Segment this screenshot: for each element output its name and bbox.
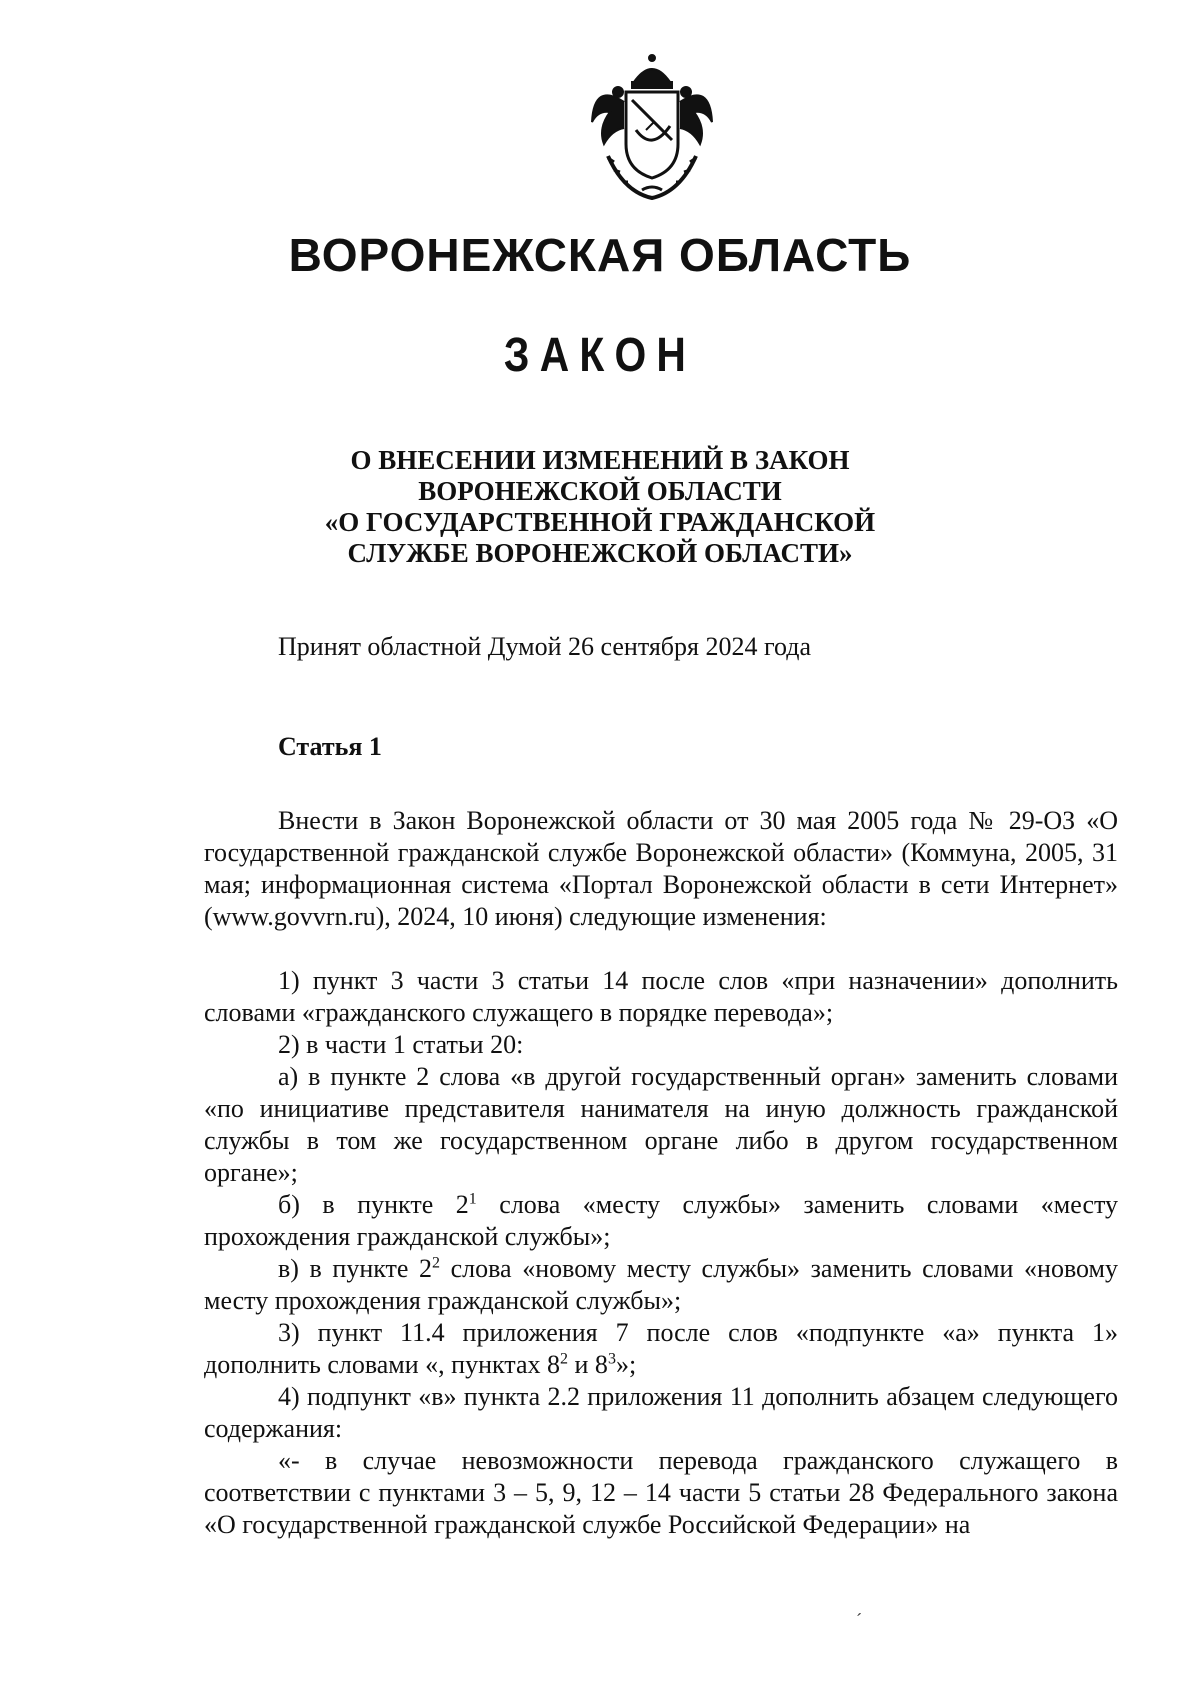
item-2b — [204, 1189, 1118, 1253]
item-4-quote: «- в случае невозможности перевода гражданского служащего в соответствии с пунктами 3 – 5, 9, 12 – 14 части 5 статьи 28 Федерального закона «О государственной гражданской службе Российской Федерации» на — [204, 1446, 1118, 1539]
document-type-title: ЗАКОН — [503, 329, 697, 382]
superscript: 2 — [560, 1350, 569, 1368]
intro-paragraph: Внести в Закон Воронежской области от 30 мая 2005 года № 29-ОЗ «О государственной гражданской службе Воронежской области» (Коммуна, 2005, 31 мая; информационная система «Портал Воронежской области в сети Интернет» (www.govvrn.ru), 2024, 10 июня) следующие изменения: — [204, 806, 1118, 931]
text-segment: »; — [615, 1350, 637, 1379]
text-segment: 3) пункт 11.4 приложения 7 после слов «подпункте «а» пункта 1» дополнить словами «, пунктах 8 — [204, 1318, 1118, 1379]
text-segment: б) в пункте 2 — [278, 1190, 469, 1219]
superscript: 2 — [432, 1254, 441, 1272]
item-4: 4) подпункт «в» пункта 2.2 приложения 11 дополнить абзацем следующего содержания: — [204, 1382, 1118, 1443]
article-body — [204, 805, 1118, 1541]
text-segment: слова «новому месту службы» заменить словами «новому месту прохождения гражданской службы»; — [204, 1254, 1118, 1315]
item-2c — [204, 1253, 1118, 1317]
region-title: ВОРОНЕЖСКАЯ ОБЛАСТЬ — [288, 229, 912, 281]
item-2: 2) в части 1 статьи 20: — [278, 1030, 524, 1059]
item-1: 1) пункт 3 части 3 статьи 14 после слов «при назначении» дополнить словами «гражданского служащего в порядке перевода»; — [204, 966, 1118, 1027]
text-segment: в) в пункте 2 — [278, 1254, 433, 1283]
text-segment: и 8 — [568, 1350, 608, 1379]
subject-line: «О ГОСУДАРСТВЕННОЙ ГРАЖДАНСКОЙ — [324, 507, 876, 537]
text-segment: слова «месту службы» заменить словами «месту прохождения гражданской службы»; — [204, 1190, 1118, 1251]
law-subject-title — [0, 445, 1200, 569]
footer-mark: ´ — [856, 1610, 862, 1630]
adoption-date: Принят областной Думой 26 сентября 2024 года — [278, 632, 812, 661]
item-3 — [204, 1317, 1118, 1381]
article-heading: Статья 1 — [278, 732, 382, 761]
item-2a: а) в пункте 2 слова «в другой государственный орган» заменить словами «по инициативе представителя нанимателя на иную должность гражданской службы в том же государственном органе либо в другом государственном органе»; — [204, 1062, 1118, 1187]
superscript: 1 — [468, 1190, 477, 1208]
subject-line: О ВНЕСЕНИИ ИЗМЕНЕНИЙ В ЗАКОН — [350, 445, 850, 475]
coat-of-arms-emblem — [584, 52, 720, 202]
subject-line: СЛУЖБЕ ВОРОНЕЖСКОЙ ОБЛАСТИ» — [347, 538, 853, 568]
superscript: 3 — [607, 1350, 616, 1368]
subject-line: ВОРОНЕЖСКОЙ ОБЛАСТИ — [418, 476, 782, 506]
